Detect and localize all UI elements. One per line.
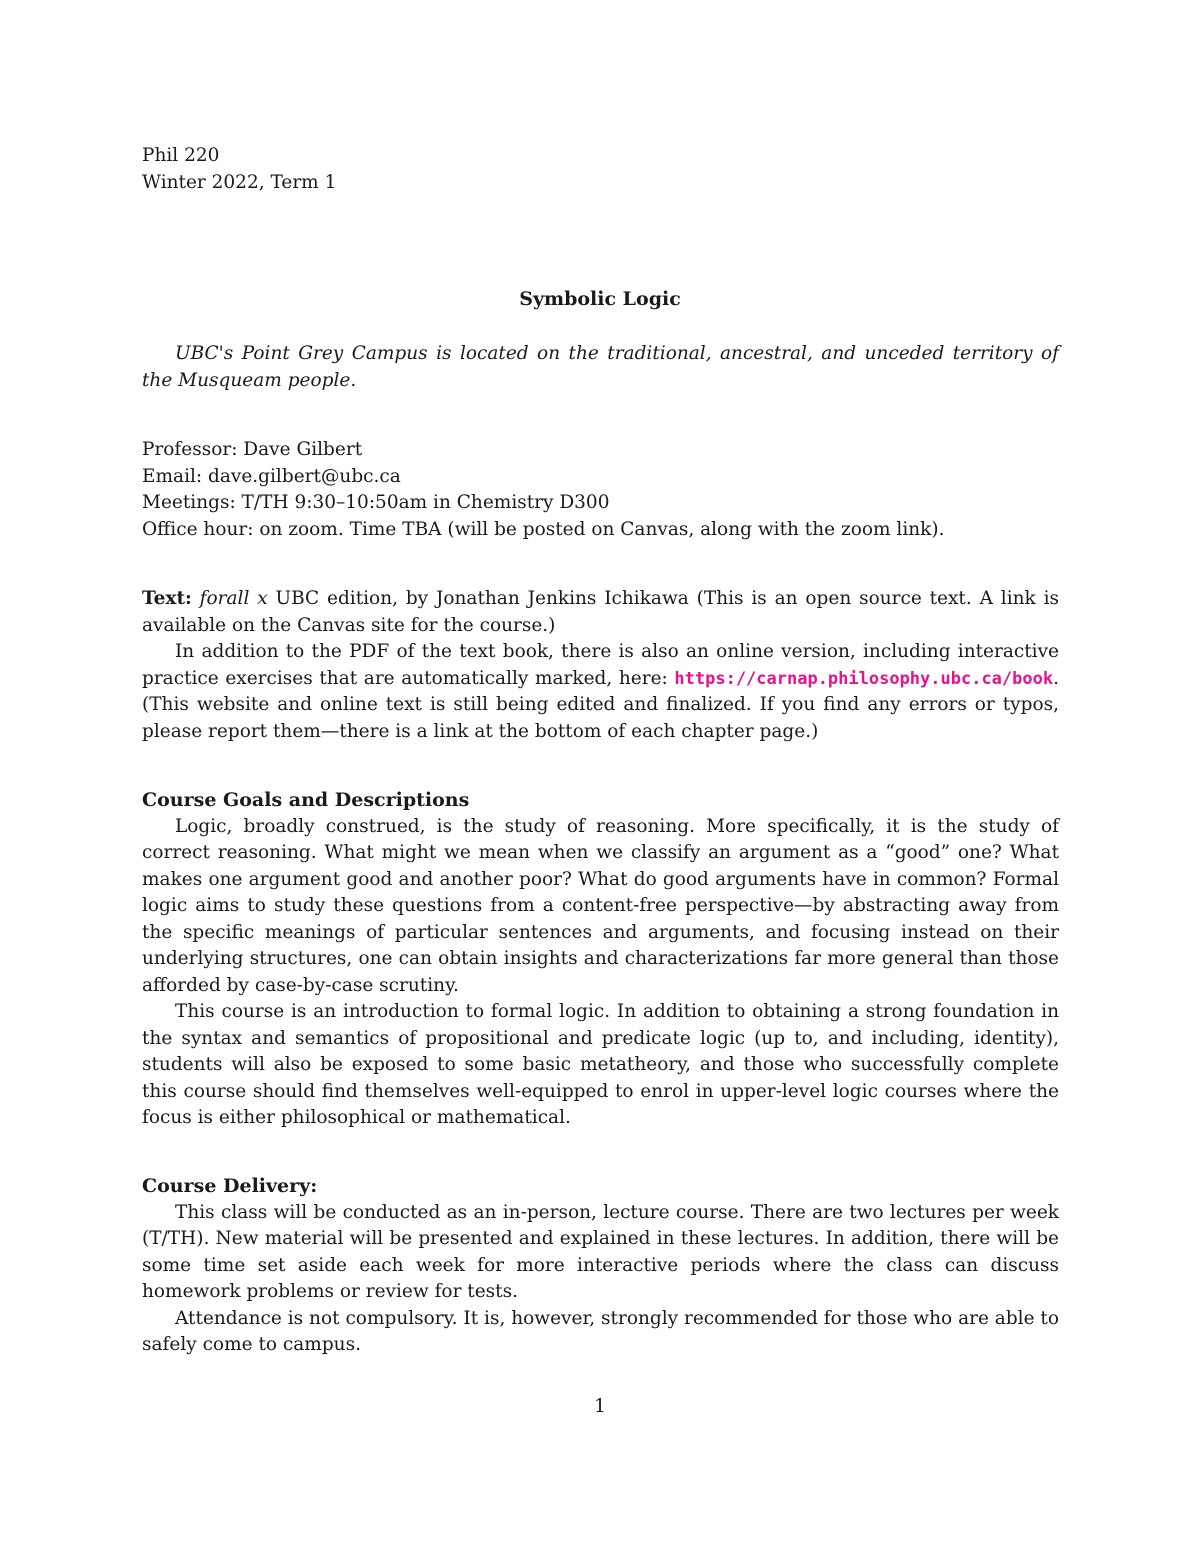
online-version-paragraph [142, 639, 1059, 745]
meetings-line: Meetings: T/TH 9:30–10:50am in Chemistry D300 [142, 492, 610, 513]
professor-line: Professor: Dave Gilbert [142, 439, 363, 460]
course-header [142, 143, 1059, 196]
delivery-paragraph-1: This class will be conducted as an in-person, lecture course. There are two lectures per week (T/TH). New material will be presented and explained in these lectures. In addition, there will be some time set aside each week for more interactive periods where the class can discuss homework problems or review for tests. [142, 1201, 1059, 1302]
delivery-section [142, 1173, 1059, 1359]
goals-paragraph-2: This course is an introduction to formal logic. In addition to obtaining a strong foundation in the syntax and semantics of propositional and predicate logic (up to, and including, identity), students will also be exposed to some basic metatheory, and those who successfully complete this course should find themselves well-equipped to enrol in upper-level logic courses where the focus is either philosophical or mathematical. [142, 1001, 1059, 1128]
course-term: Winter 2022, Term 1 [142, 171, 337, 193]
delivery-heading: Course Delivery: [142, 1175, 318, 1197]
acknowledgement-text: UBC's Point Grey Campus is located on the traditional, ancestral, and unceded territory of the Musqueam people. [142, 343, 1059, 391]
land-acknowledgement [142, 341, 1059, 394]
book-title: forall x [199, 588, 268, 609]
carnap-link[interactable]: https://carnap.philosophy.ubc.ca/book [674, 668, 1054, 689]
online-version-note: . (This website and online text is still being edited and finalized. If you find any errors or typos, please report them—there is a link at the bottom of each chapter page.) [142, 667, 1059, 742]
email-line: Email: dave.gilbert@ubc.ca [142, 465, 401, 487]
page-number: 1 [594, 1396, 606, 1417]
goals-paragraph-1: Logic, broadly construed, is the study of reasoning. More specifically, it is the study of correct reasoning. What might we mean when we classify an argument as a “good” one? What makes one argument good and another poor? What do good arguments have in common? Formal logic aims to study these questions from a content-free perspective—by abstracting away from the specific meanings of particular sentences and arguments, and focusing instead on their underlying structures, one can obtain insights and characterizations far more general than those afforded by case-by-case scrutiny. [142, 815, 1059, 996]
office-hour-line: Office hour: on zoom. Time TBA (will be posted on Canvas, along with the zoom link). [142, 518, 945, 540]
goals-section [142, 787, 1059, 1132]
text-label: Text: [142, 588, 192, 609]
delivery-paragraph-2: Attendance is not compulsory. It is, however, strongly recommended for those who are able to safely come to campus. [142, 1307, 1059, 1355]
text-paragraph [142, 586, 1059, 639]
book-description: UBC edition, by Jonathan Jenkins Ichikawa (This is an open source text. A link is available on the Canvas site for the course.) [142, 588, 1059, 636]
online-version-text: In addition to the PDF of the text book, there is also an online version, including interactive practice exercises that are automatically marked, here: [142, 641, 1059, 689]
page-title: Symbolic Logic [519, 288, 681, 310]
goals-heading: Course Goals and Descriptions [142, 789, 470, 811]
text-section [142, 586, 1059, 745]
contact-info [142, 437, 1059, 543]
course-code: Phil 220 [142, 145, 220, 166]
